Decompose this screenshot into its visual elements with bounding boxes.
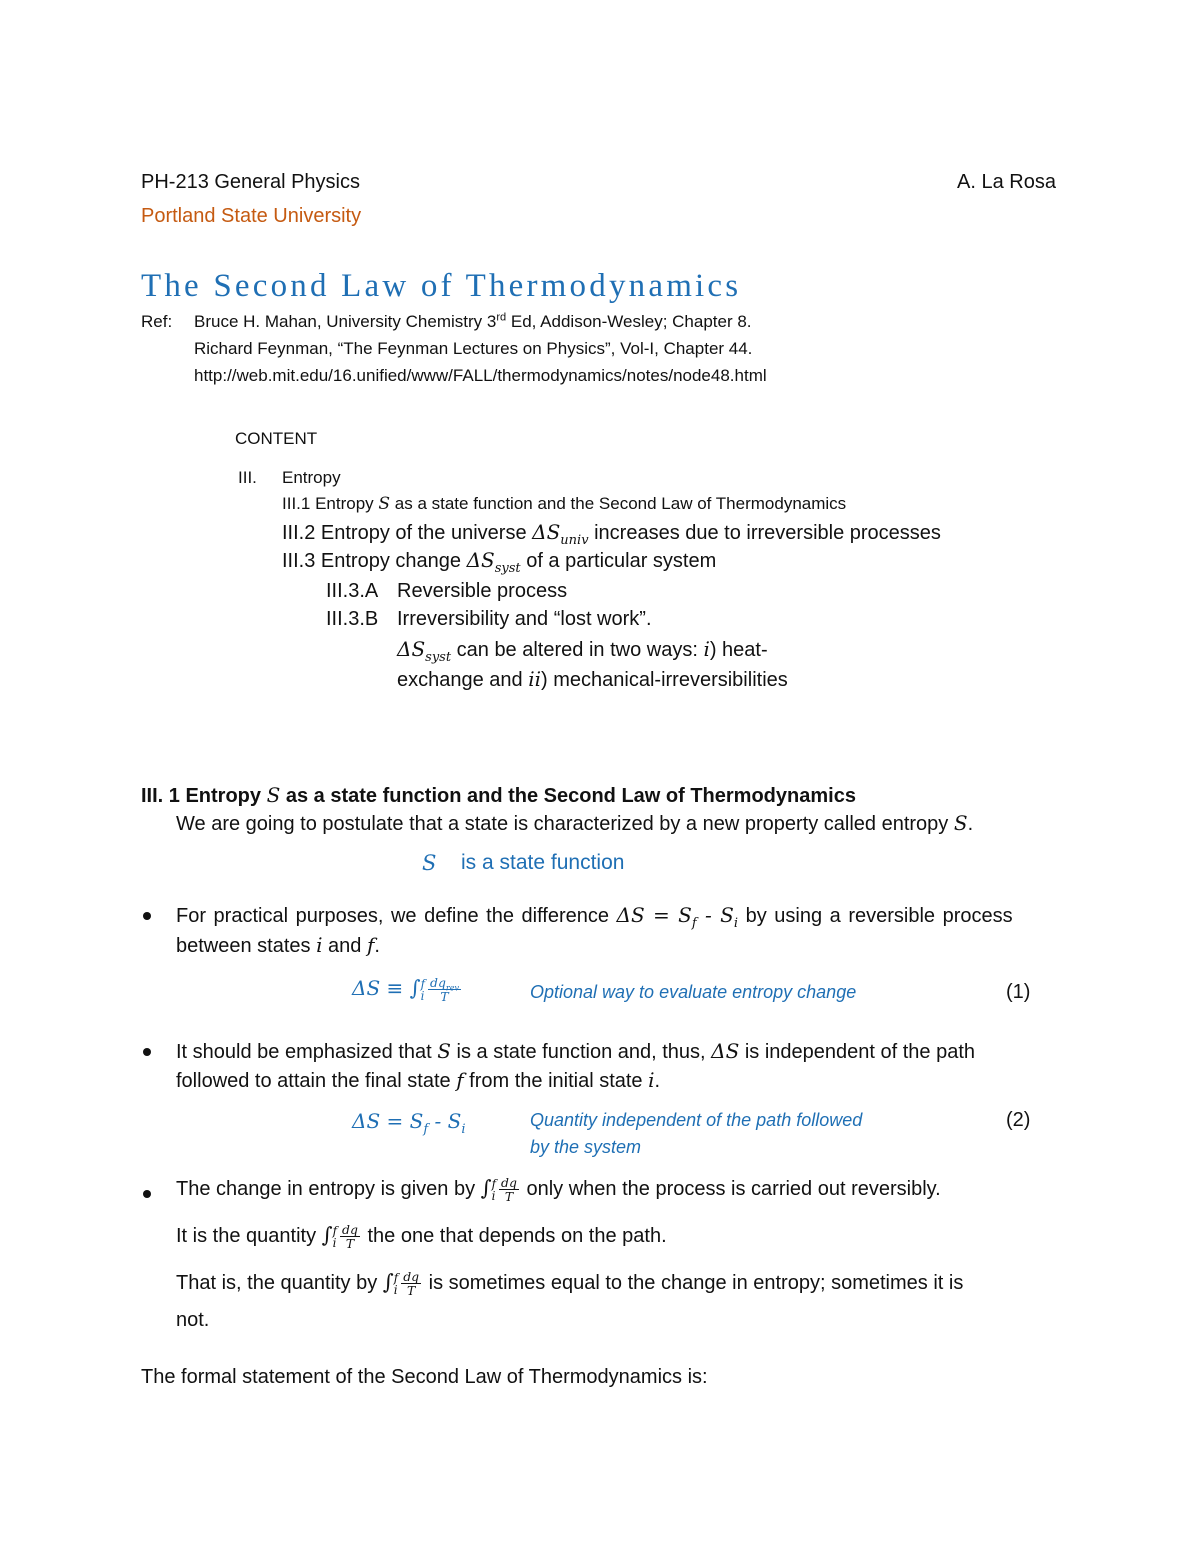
bullet1-line2: between states i and f.: [176, 933, 380, 957]
state-function-text: is a state function: [461, 851, 625, 874]
bullet3-line4: not.: [176, 1309, 210, 1331]
author-name: A. La Rosa: [957, 171, 1056, 193]
toc-item-iii-3b: Irreversibility and “lost work”.: [397, 608, 652, 630]
content-heading: CONTENT: [235, 429, 318, 448]
bullet-marker: [143, 912, 151, 920]
toc-item-iii-3: III.3 Entropy change $\Delta S_{syst}$ of a particular system: [282, 548, 717, 576]
bullet2-line1: It should be emphasized that S is a state function and, thus, ΔS is independent of the path: [176, 1039, 976, 1063]
equation-2: $\Delta S = S_f - S_i$: [352, 1109, 466, 1137]
equation-1-note: Optional way to evaluate entropy change: [530, 982, 857, 1002]
state-function-S: S: [422, 851, 437, 875]
equation-2-number: (2): [1006, 1109, 1031, 1131]
bullet-marker: [143, 1048, 151, 1056]
bullet3-line1: The change in entropy is given by ∫ f i $\frac{dq}{T}$ only when the process is carried out reversibly.: [176, 1175, 941, 1205]
ref-feynman: Richard Feynman, “The Feynman Lectures on Physics”, Vol-I, Chapter 44.: [194, 339, 753, 358]
toc-item-iii-3a-num: III.3.A: [326, 580, 379, 602]
equation-2-note-line2: by the system: [530, 1137, 642, 1157]
bullet2-line2: followed to attain the final state f from the initial state i.: [176, 1068, 661, 1092]
equation-1: ΔS ≡ ∫ f i $\frac{dq_{rev}}{T}$: [352, 975, 460, 1005]
section-heading: III. 1 Entropy S as a state function and the Second Law of Thermodynamics: [141, 783, 856, 807]
equation-2-note-line1: Quantity independent of the path followed: [530, 1110, 863, 1130]
ref-label: Ref:: [141, 312, 173, 331]
bullet3-line2: It is the quantity ∫ f i $\frac{dq}{T}$ the one that depends on the path.: [176, 1222, 667, 1252]
toc-item-iii-3b-desc1: $\Delta S_{syst}$ can be altered in two ways: i) heat-: [397, 637, 768, 665]
closing-statement: The formal statement of the Second Law of Thermodynamics is:: [141, 1366, 708, 1388]
toc-item-iii-2: III.2 Entropy of the universe $\Delta S_{univ}$ increases due to irreversible processes: [282, 520, 941, 548]
bullet3-line3: That is, the quantity by ∫ f i $\frac{dq}{T}$ is sometimes equal to the change in entropy; sometimes it is: [176, 1269, 964, 1299]
equation-1-number: (1): [1006, 981, 1031, 1003]
toc-item-iii-1: III.1 Entropy S as a state function and the Second Law of Thermodynamics: [282, 494, 847, 514]
bullet1-line1: For practical purposes, we define the difference $\Delta S = S_f - S_i$ by using a reversible process: [176, 903, 1013, 931]
toc-item-iii-3b-desc2: exchange and ii) mechanical-irreversibilities: [397, 667, 788, 691]
ref-url: http://web.mit.edu/16.unified/www/FALL/thermodynamics/notes/node48.html: [194, 366, 767, 385]
toc-item-iii-num: III.: [238, 468, 257, 487]
document-title: The Second Law of Thermodynamics: [141, 268, 742, 304]
course-title: PH-213 General Physics: [141, 171, 360, 193]
bullet-marker: [143, 1190, 151, 1198]
toc-item-iii-3a: Reversible process: [397, 580, 568, 602]
toc-item-iii-3b-num: III.3.B: [326, 608, 379, 630]
toc-item-entropy: Entropy: [282, 468, 341, 487]
section-intro: We are going to postulate that a state is characterized by a new property called entropy S.: [176, 811, 974, 835]
ref-mahan: Bruce H. Mahan, University Chemistry 3rd Ed, Addison-Wesley; Chapter 8.: [194, 311, 752, 331]
university-name: Portland State University: [141, 205, 362, 227]
